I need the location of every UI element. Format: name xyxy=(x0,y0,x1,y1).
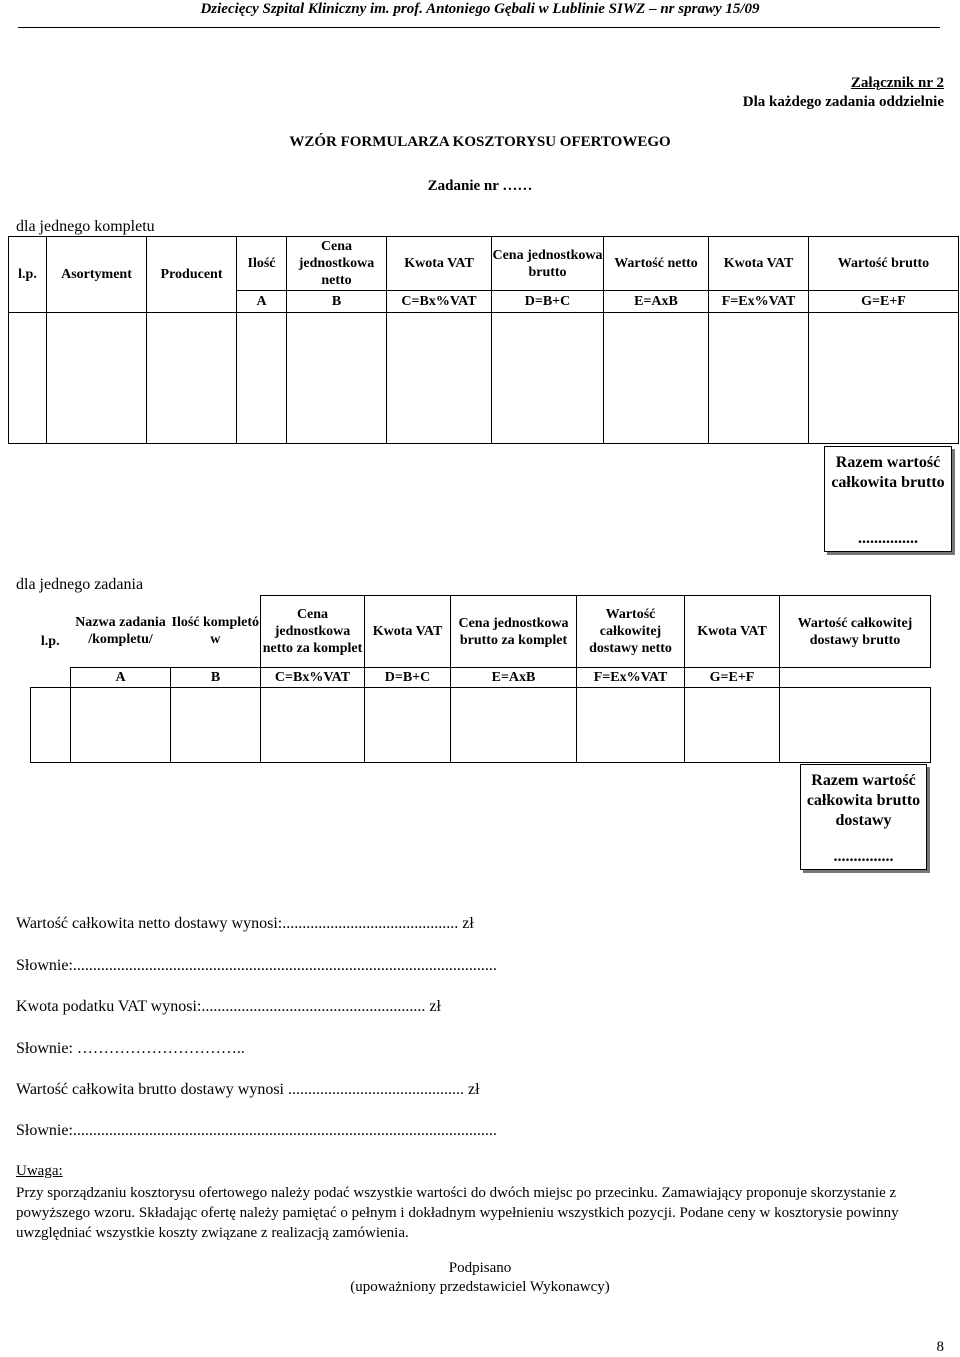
table2-cell[interactable] xyxy=(780,688,931,763)
form-title: WZÓR FORMULARZA KOSZTORYSU OFERTOWEGO xyxy=(289,134,671,150)
table1-header-cena-brutto: Cena jednostkowa brutto xyxy=(492,237,604,291)
table1-header-wartosc-brutto: Wartość brutto xyxy=(809,237,959,291)
table2-header-nazwa: Nazwa zadania /kompletu/ xyxy=(75,615,166,648)
table1-total-box xyxy=(824,446,952,552)
table2-cell[interactable] xyxy=(71,688,171,763)
table1-total-label: Razem wartość całkowita brutto xyxy=(831,454,945,491)
table1-code: C=Bx%VAT xyxy=(387,291,492,313)
summary-vat-words-line[interactable]: Słownie: ………………………….. xyxy=(16,1040,245,1057)
table2-header-ilosc: Ilość kompletó w xyxy=(171,615,259,648)
table1-data-row xyxy=(9,313,959,444)
table1-code: E=AxB xyxy=(604,291,709,313)
table2-code: E=AxB xyxy=(451,668,577,688)
table1-header-kwota-vat: Kwota VAT xyxy=(387,237,492,291)
page-number: 8 xyxy=(936,1339,944,1355)
table1-code: B xyxy=(287,291,387,313)
table2-code: G=E+F xyxy=(685,668,780,688)
table1-cell[interactable] xyxy=(709,313,809,444)
table2-code-row xyxy=(31,668,931,688)
table1-cell[interactable] xyxy=(492,313,604,444)
table1-cell[interactable] xyxy=(237,313,287,444)
table1-header-kwota-vat-2: Kwota VAT xyxy=(709,237,809,291)
table2-code: D=B+C xyxy=(365,668,451,688)
table2-total-box xyxy=(800,764,927,870)
table1-header-ilosc: Ilość xyxy=(237,237,287,291)
signature-block xyxy=(0,1259,960,1297)
table2-cell[interactable] xyxy=(171,688,261,763)
running-header: Dziecięcy Szpital Kliniczny im. prof. Antoniego Gębali w Lublinie SIWZ – nr sprawy 15/09 xyxy=(200,1,760,17)
table1-cell[interactable] xyxy=(47,313,147,444)
table2-section-label: dla jednego zadania xyxy=(16,576,144,593)
table2-header-lp: l.p. xyxy=(40,633,60,649)
annex-title: Załącznik nr 2 xyxy=(850,75,944,91)
summary-netto-words-line[interactable]: Słownie:.......................................................................................................... xyxy=(16,957,497,974)
table2-header-row xyxy=(31,596,931,668)
summary-netto-line[interactable]: Wartość całkowita netto dostawy wynosi:............................................ zł xyxy=(16,915,474,932)
table1-cell[interactable] xyxy=(387,313,492,444)
table2-cell[interactable] xyxy=(451,688,577,763)
table1-cell[interactable] xyxy=(147,313,237,444)
table2-total-label: Razem wartość całkowita brutto dostawy xyxy=(806,772,921,829)
table1-section-label: dla jednego kompletu xyxy=(16,218,155,235)
table1 xyxy=(8,236,959,444)
table1-header-cena-netto: Cena jednostkowa netto xyxy=(287,237,387,291)
table1-header-asortyment: Asortyment xyxy=(47,237,147,313)
table1-code: F=Ex%VAT xyxy=(709,291,809,313)
table1-code: A xyxy=(237,291,287,313)
summary-vat-line[interactable]: Kwota podatku VAT wynosi:........................................................ zł xyxy=(16,998,441,1015)
header-rule xyxy=(18,27,940,28)
summary-brutto-words-line[interactable]: Słownie:.......................................................................................................... xyxy=(16,1122,497,1139)
note-label: Uwaga: xyxy=(16,1163,63,1179)
table2-header-kwota-vat: Kwota VAT xyxy=(365,596,451,668)
annex-block xyxy=(743,74,944,112)
table2-header-cena-netto: Cena jednostkowa netto za komplet xyxy=(261,596,365,668)
table1-cell[interactable] xyxy=(9,313,47,444)
table2-cell[interactable] xyxy=(31,688,71,763)
table1-cell[interactable] xyxy=(287,313,387,444)
table1-cell[interactable] xyxy=(809,313,959,444)
table1-header-row xyxy=(9,237,959,291)
table2-header-cena-brutto: Cena jednostkowa brutto za komplet xyxy=(451,596,577,668)
table1-header-producent: Producent xyxy=(147,237,237,313)
table2-data-row xyxy=(31,688,931,763)
table2-cell[interactable] xyxy=(685,688,780,763)
table2 xyxy=(30,595,931,763)
table1-code: G=E+F xyxy=(809,291,959,313)
table1-header-wartosc-netto: Wartość netto xyxy=(604,237,709,291)
table1-cell[interactable] xyxy=(604,313,709,444)
annex-subtitle: Dla każdego zadania oddzielnie xyxy=(742,94,944,110)
note-text: Przy sporządzaniu kosztorysu ofertowego należy podać wszystkie wartości do dwóch miejsc po przecinku. Zamawiający proponuje skorzystanie z powyższego wzoru. Składając ofertę należy pamiętać o pełnym i dokładnym wypełnieniu wszystkich pozycji. Podane ceny w kosztorysie powinny uwzględniać wszystkie koszty związane z realizacją zamówienia. xyxy=(16,1185,899,1241)
table2-header-wartosc-brutto: Wartość całkowitej dostawy brutto xyxy=(780,596,931,668)
table1-code: D=B+C xyxy=(492,291,604,313)
signature-line2: (upoważniony przedstawiciel Wykonawcy) xyxy=(350,1279,610,1295)
signature-line1: Podpisano xyxy=(448,1260,512,1276)
task-number: Zadanie nr …… xyxy=(427,178,533,194)
table2-code: C=Bx%VAT xyxy=(261,668,365,688)
table2-code: A xyxy=(71,668,171,688)
table2-total-value[interactable]: ............... xyxy=(833,848,894,865)
summary-brutto-line[interactable]: Wartość całkowita brutto dostawy wynosi ............................................ zł xyxy=(16,1081,480,1098)
table2-header-wartosc-netto: Wartość całkowitej dostawy netto xyxy=(577,596,685,668)
table2-code: F=Ex%VAT xyxy=(577,668,685,688)
table2-cell[interactable] xyxy=(577,688,685,763)
table1-header-lp: l.p. xyxy=(9,237,47,313)
table2-header-kwota-vat-2: Kwota VAT xyxy=(685,596,780,668)
table1-total-value[interactable]: ............... xyxy=(858,530,918,547)
table2-cell[interactable] xyxy=(261,688,365,763)
table2-code: B xyxy=(171,668,261,688)
table2-cell[interactable] xyxy=(365,688,451,763)
